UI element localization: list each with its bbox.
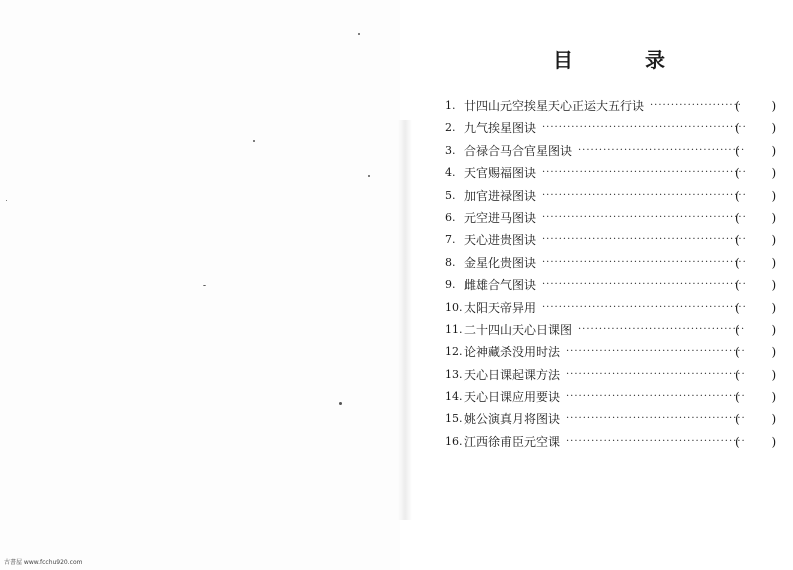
toc-leader-dots: ·················································	[542, 167, 747, 179]
toc-entry-page: ( )	[735, 255, 791, 270]
toc-leader-dots: ·················································	[542, 234, 747, 246]
toc-entry-title: 合禄合马合官星图诀	[464, 143, 573, 158]
toc-entry	[445, 162, 791, 184]
toc-entry-page: ( )	[735, 390, 791, 405]
site-watermark: 古書屋 www.fcchu920.com	[4, 559, 83, 566]
toc-entry-number: 2.	[445, 121, 456, 135]
toc-entry-title: 论神藏杀没用时法	[464, 345, 561, 360]
toc-leader-dots: ······················	[650, 100, 742, 111]
toc-entry-title: 天心日课应用要诀	[464, 390, 561, 405]
toc-entry-page: ( )	[735, 121, 791, 136]
toc-entry	[445, 185, 791, 207]
toc-entry-number: 5.	[445, 188, 456, 202]
toc-entry-number: 3.	[445, 143, 456, 157]
toc-entry-page: ( )	[735, 300, 791, 315]
toc-list	[445, 95, 791, 453]
toc-entry-title: 天心进贵图诀	[464, 233, 537, 248]
toc-entry-title: 雌雄合气图诀	[464, 278, 537, 293]
toc-entry-page: ( )	[735, 166, 791, 181]
toc-leader-dots: ·················································	[542, 279, 747, 291]
paper-speck	[203, 285, 206, 286]
page-gutter	[398, 120, 412, 520]
toc-entry-number: 8.	[445, 255, 456, 269]
toc-entry-title: 元空进马图诀	[464, 210, 537, 225]
toc-entry-number: 15.	[445, 412, 463, 426]
paper-speck	[253, 140, 255, 142]
toc-entry	[445, 297, 791, 319]
toc-entry	[445, 408, 791, 430]
toc-entry	[445, 364, 791, 386]
toc-leader-dots: ········································	[578, 323, 746, 335]
toc-entry-page: ( )	[735, 188, 791, 203]
toc-leader-dots: ·················································	[542, 189, 747, 201]
toc-entry-page: ( )	[735, 99, 791, 113]
toc-entry	[445, 274, 791, 296]
toc-entry-number: 10.	[445, 300, 463, 314]
toc-title: 目 录	[553, 48, 691, 72]
toc-leader-dots: ·················································	[542, 211, 747, 223]
toc-entry-page: ( )	[735, 434, 791, 449]
toc-leader-dots: ·················································	[542, 301, 747, 313]
toc-entry-title: 姚公演真月将图诀	[464, 412, 561, 427]
paper-speck	[339, 402, 342, 405]
paper-speck	[358, 33, 360, 35]
toc-entry-page: ( )	[735, 210, 791, 225]
toc-entry-number: 9.	[445, 278, 456, 292]
toc-entry-page: ( )	[735, 412, 791, 427]
toc-entry-number: 4.	[445, 166, 456, 180]
toc-leader-dots: ···········································	[566, 368, 746, 380]
toc-entry-title: 廿四山元空挨星天心正运大五行诀	[464, 99, 645, 113]
toc-entry	[445, 319, 791, 341]
toc-leader-dots: ···········································	[566, 346, 746, 358]
toc-entry-number: 13.	[445, 367, 463, 381]
toc-entry-number: 6.	[445, 210, 456, 224]
toc-entry-title: 江西徐甫臣元空课	[464, 434, 561, 449]
toc-entry-title: 天心日课起课方法	[464, 367, 561, 382]
toc-leader-dots: ···········································	[566, 391, 746, 403]
toc-entry	[445, 431, 791, 453]
toc-entry-title: 加官进禄图诀	[464, 188, 537, 203]
toc-entry	[445, 252, 791, 274]
toc-entry	[445, 140, 791, 162]
toc-entry-title: 九气挨星图诀	[464, 121, 537, 136]
toc-entry	[445, 341, 791, 363]
toc-entry-number: 11.	[445, 322, 463, 336]
toc-leader-dots: ···········································	[566, 413, 746, 425]
toc-leader-dots: ·················································	[542, 122, 747, 134]
toc-entry-title: 天官赐福图诀	[464, 166, 537, 181]
toc-entry-page: ( )	[735, 278, 791, 293]
toc-entry-title: 二十四山天心日课图	[464, 322, 573, 337]
toc-entry-title: 金星化贵图诀	[464, 255, 537, 270]
toc-entry-number: 14.	[445, 390, 463, 404]
paper-speck	[6, 200, 7, 201]
toc-entry	[445, 207, 791, 229]
toc-leader-dots: ········································	[578, 144, 746, 156]
toc-entry-page: ( )	[735, 233, 791, 248]
toc-entry-title: 太阳天帝异用	[464, 300, 537, 315]
toc-leader-dots: ···········································	[566, 435, 746, 447]
toc-entry-page: ( )	[735, 345, 791, 360]
toc-entry	[445, 117, 791, 139]
toc-entry-page: ( )	[735, 367, 791, 382]
toc-entry	[445, 229, 791, 251]
toc-entry	[445, 386, 791, 408]
toc-entry-number: 1.	[445, 99, 456, 112]
toc-entry-number: 7.	[445, 233, 456, 247]
toc-entry-number: 16.	[445, 434, 463, 448]
toc-leader-dots: ·················································	[542, 256, 747, 268]
toc-entry	[445, 95, 791, 117]
toc-entry-number: 12.	[445, 345, 463, 359]
paper-speck	[368, 175, 370, 177]
toc-entry-page: ( )	[735, 322, 791, 337]
toc-entry-page: ( )	[735, 143, 791, 158]
